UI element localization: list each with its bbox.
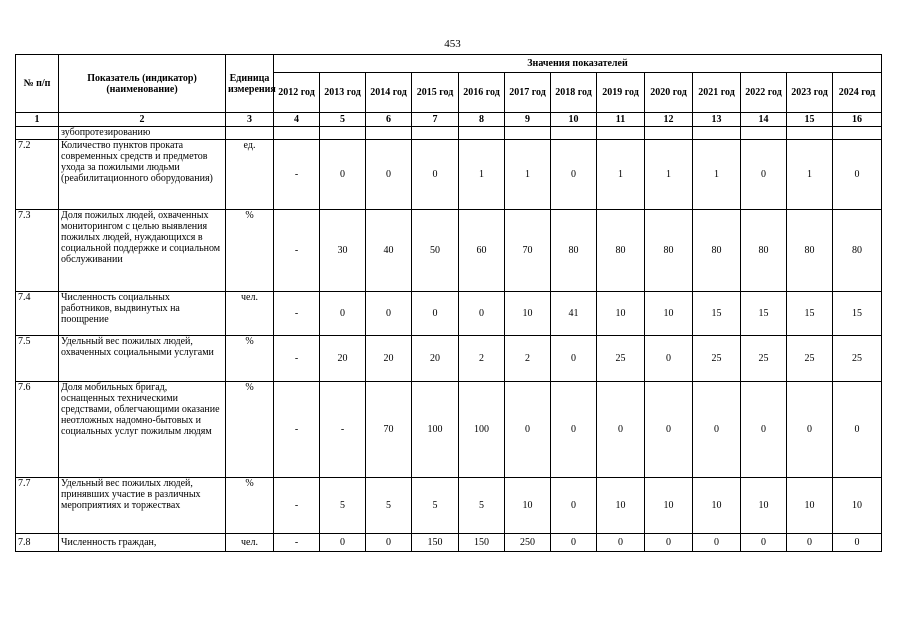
value-cell: 250 (505, 534, 551, 552)
value-cell: 10 (505, 292, 551, 336)
value-cell: - (274, 478, 320, 534)
table-row (16, 478, 882, 534)
value-cell: 80 (833, 210, 882, 292)
table-row (16, 382, 882, 478)
column-index: 2 (59, 113, 226, 127)
col-header-year: 2012 год (274, 73, 320, 113)
value-cell: 70 (505, 210, 551, 292)
value-cell: 80 (787, 210, 833, 292)
col-header-unit: Единица измерения (226, 55, 274, 113)
col-header-year: 2020 год (645, 73, 693, 113)
column-index: 15 (787, 113, 833, 127)
row-id: 7.8 (16, 534, 59, 552)
row-indicator-name: Численность граждан, (59, 534, 226, 552)
value-cell: 25 (693, 336, 741, 382)
col-header-year: 2015 год (412, 73, 459, 113)
table-row (16, 140, 882, 210)
row-id: 7.5 (16, 336, 59, 382)
row-unit: чел. (226, 534, 274, 552)
value-cell: 0 (505, 382, 551, 478)
continuation-row (16, 127, 882, 140)
col-header-year: 2024 год (833, 73, 882, 113)
value-cell: 5 (320, 478, 366, 534)
table-row (16, 210, 882, 292)
value-cell: 20 (366, 336, 412, 382)
value-cell: 80 (551, 210, 597, 292)
table-row (16, 336, 882, 382)
value-cell: 80 (693, 210, 741, 292)
value-cell: 1 (597, 140, 645, 210)
column-index: 9 (505, 113, 551, 127)
value-cell: 0 (320, 534, 366, 552)
row-unit: % (226, 210, 274, 292)
value-cell: 0 (833, 534, 882, 552)
value-cell: 1 (693, 140, 741, 210)
indicators-table (15, 54, 882, 552)
col-header-year: 2022 год (741, 73, 787, 113)
column-index: 3 (226, 113, 274, 127)
row-indicator-name: Количество пунктов проката современных средств и предметов ухода за пожилыми людьми (реабилитационного оборудования) (59, 140, 226, 210)
value-cell: 5 (412, 478, 459, 534)
value-cell: - (320, 382, 366, 478)
value-cell: 15 (741, 292, 787, 336)
column-index: 13 (693, 113, 741, 127)
value-cell: 0 (693, 382, 741, 478)
row-indicator-name: Доля пожилых людей, охваченных мониторингом с целью выявления пожилых людей, нуждающихся в социальной поддержке и социальном обслуживании (59, 210, 226, 292)
row-id: 7.6 (16, 382, 59, 478)
value-cell: 10 (833, 478, 882, 534)
value-cell: 15 (833, 292, 882, 336)
col-header-indicator: Показатель (индикатор) (наименование) (59, 55, 226, 113)
col-header-year: 2023 год (787, 73, 833, 113)
value-cell: 0 (459, 292, 505, 336)
value-cell: 41 (551, 292, 597, 336)
value-cell: 10 (645, 292, 693, 336)
col-header-year: 2014 год (366, 73, 412, 113)
column-index: 14 (741, 113, 787, 127)
value-cell: 80 (645, 210, 693, 292)
value-cell: 1 (645, 140, 693, 210)
col-header-year: 2021 год (693, 73, 741, 113)
column-index: 7 (412, 113, 459, 127)
column-index: 6 (366, 113, 412, 127)
value-cell: 40 (366, 210, 412, 292)
value-cell: 25 (833, 336, 882, 382)
continuation-text: зубопротезированию (59, 127, 226, 140)
value-cell: 25 (597, 336, 645, 382)
value-cell: 0 (366, 140, 412, 210)
value-cell: 150 (412, 534, 459, 552)
col-header-year: 2017 год (505, 73, 551, 113)
value-cell: 0 (551, 382, 597, 478)
column-index: 1 (16, 113, 59, 127)
value-cell: 70 (366, 382, 412, 478)
value-cell: 0 (551, 534, 597, 552)
value-cell: 0 (645, 336, 693, 382)
row-indicator-name: Численность социальных работников, выдвинутых на поощрение (59, 292, 226, 336)
value-cell: 0 (693, 534, 741, 552)
value-cell: 0 (787, 382, 833, 478)
column-index: 4 (274, 113, 320, 127)
row-unit: ед. (226, 140, 274, 210)
row-id: 7.3 (16, 210, 59, 292)
row-unit: % (226, 478, 274, 534)
value-cell: 1 (505, 140, 551, 210)
value-cell: 10 (645, 478, 693, 534)
row-id: 7.4 (16, 292, 59, 336)
value-cell: 80 (741, 210, 787, 292)
value-cell: 10 (741, 478, 787, 534)
value-cell: 0 (366, 534, 412, 552)
row-unit: чел. (226, 292, 274, 336)
value-cell: - (274, 336, 320, 382)
value-cell: 0 (645, 382, 693, 478)
column-index: 8 (459, 113, 505, 127)
value-cell: 0 (551, 140, 597, 210)
value-cell: 15 (787, 292, 833, 336)
value-cell: 0 (597, 534, 645, 552)
value-cell: 0 (551, 336, 597, 382)
col-header-year: 2013 год (320, 73, 366, 113)
value-cell: 10 (597, 478, 645, 534)
value-cell: - (274, 210, 320, 292)
value-cell: 10 (505, 478, 551, 534)
value-cell: 80 (597, 210, 645, 292)
value-cell: 0 (833, 382, 882, 478)
value-cell: 0 (741, 382, 787, 478)
col-header-year: 2019 год (597, 73, 645, 113)
value-cell: 0 (366, 292, 412, 336)
col-header-year: 2016 год (459, 73, 505, 113)
value-cell: 100 (412, 382, 459, 478)
col-header-year: 2018 год (551, 73, 597, 113)
row-indicator-name: Удельный вес пожилых людей, принявших участие в различных мероприятиях и торжествах (59, 478, 226, 534)
value-cell: 30 (320, 210, 366, 292)
value-cell: - (274, 534, 320, 552)
page-number: 453 (444, 38, 461, 50)
column-index: 11 (597, 113, 645, 127)
value-cell: 0 (320, 292, 366, 336)
value-cell: 150 (459, 534, 505, 552)
value-cell: 0 (833, 140, 882, 210)
value-cell: - (274, 140, 320, 210)
value-cell: - (274, 382, 320, 478)
row-indicator-name: Удельный вес пожилых людей, охваченных социальными услугами (59, 336, 226, 382)
value-cell: 2 (505, 336, 551, 382)
value-cell: 0 (645, 534, 693, 552)
table-row (16, 534, 882, 552)
value-cell: 2 (459, 336, 505, 382)
value-cell: 10 (787, 478, 833, 534)
column-index: 5 (320, 113, 366, 127)
value-cell: - (274, 292, 320, 336)
col-header-values: Значения показателей (274, 55, 882, 73)
value-cell: 0 (741, 534, 787, 552)
value-cell: 50 (412, 210, 459, 292)
column-index: 12 (645, 113, 693, 127)
value-cell: 25 (787, 336, 833, 382)
row-unit: % (226, 336, 274, 382)
value-cell: 100 (459, 382, 505, 478)
value-cell: 15 (693, 292, 741, 336)
value-cell: 0 (320, 140, 366, 210)
value-cell: 60 (459, 210, 505, 292)
value-cell: 20 (320, 336, 366, 382)
value-cell: 10 (597, 292, 645, 336)
column-index: 10 (551, 113, 597, 127)
value-cell: 1 (459, 140, 505, 210)
value-cell: 0 (597, 382, 645, 478)
col-header-id: № п/п (16, 55, 59, 113)
column-index: 16 (833, 113, 882, 127)
value-cell: 5 (459, 478, 505, 534)
row-id: 7.2 (16, 140, 59, 210)
value-cell: 20 (412, 336, 459, 382)
value-cell: 0 (741, 140, 787, 210)
row-indicator-name: Доля мобильных бригад, оснащенных техническими средствами, облегчающими оказание неотложных надомно-бытовых и социальных услуг пожилым людям (59, 382, 226, 478)
value-cell: 0 (551, 478, 597, 534)
table-row (16, 292, 882, 336)
value-cell: 5 (366, 478, 412, 534)
value-cell: 0 (412, 140, 459, 210)
row-unit: % (226, 382, 274, 478)
value-cell: 0 (787, 534, 833, 552)
value-cell: 25 (741, 336, 787, 382)
row-id: 7.7 (16, 478, 59, 534)
value-cell: 0 (412, 292, 459, 336)
value-cell: 10 (693, 478, 741, 534)
value-cell: 1 (787, 140, 833, 210)
